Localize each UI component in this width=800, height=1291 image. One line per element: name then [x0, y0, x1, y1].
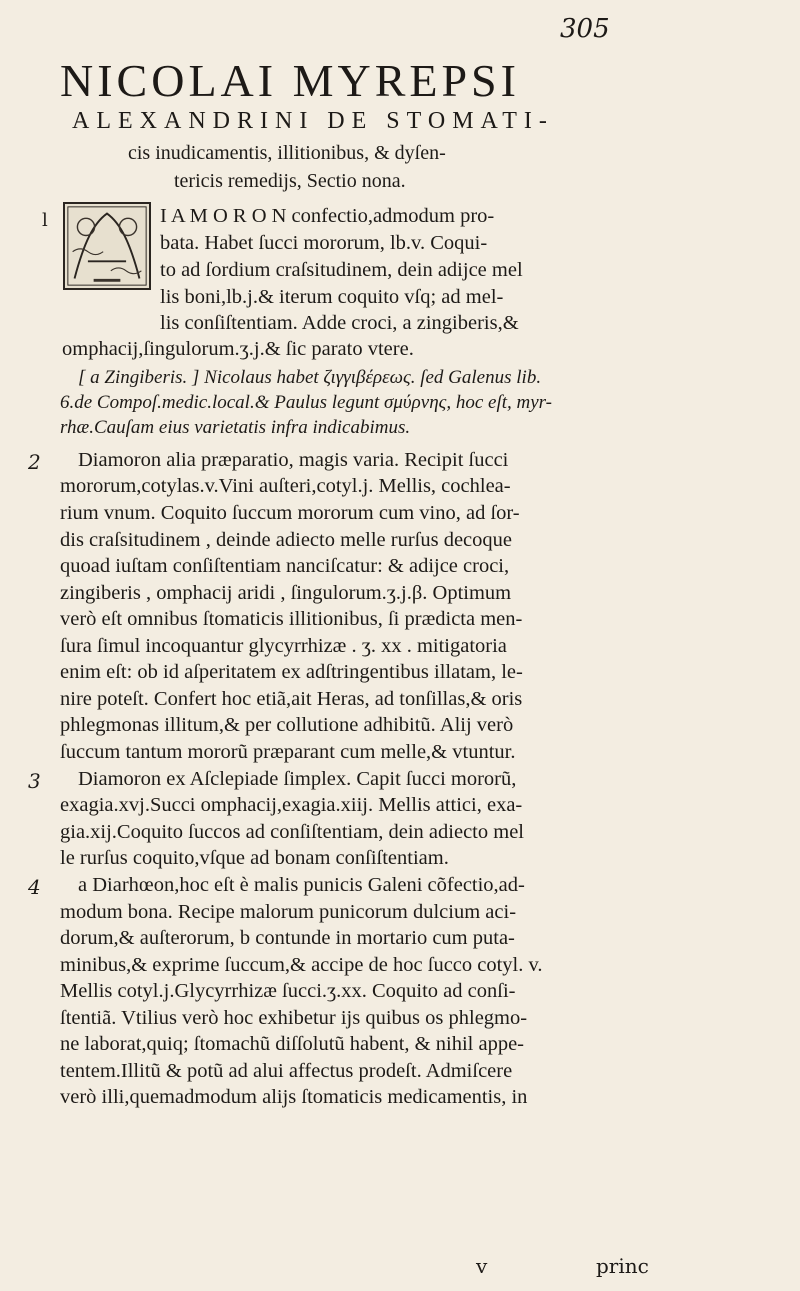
body-line-27: Mellis cotyl.j.Glycyrrhizæ ſucci.ʒ.xx. Coquito ad conſi- — [60, 980, 516, 1002]
body-line-22: le rurſus coquito,vſque ad bonam conſiſtentiam. — [60, 847, 449, 869]
heading-line3: cis inudicamentis, illitionibus, & dyſen- — [128, 142, 446, 164]
body-line-18: ſuccum tantum mororũ præparant cum melle,& vtuntur. — [60, 741, 516, 763]
body-line-25: dorum,& auſterorum, b contunde in mortario cum puta- — [60, 927, 515, 949]
signature-mark: v — [476, 1254, 488, 1278]
body-line-29: ne laborat,quiq; ſtomachũ diſſolutũ habent, & nihil appe- — [60, 1033, 524, 1055]
body-line-17: phlegmonas illitum,& per collutione adhibitũ. Alij verò — [60, 714, 514, 736]
margin-mark: l — [42, 210, 48, 231]
note-line-2: 6.de Compoſ.medic.local.& Paulus legunt σμύρνης, hoc eſt, myr- — [60, 392, 552, 413]
body-line-28: ſtentiã. Vtilius verò hoc exhibetur ijs quibus os phlegmo- — [60, 1007, 528, 1029]
decorated-initial-ornament — [63, 202, 151, 290]
note-line-3: rhæ.Cauſam eius varietatis infra indicabimus. — [60, 417, 411, 438]
body-line-2: bata. Habet ſucci mororum, lb.v. Coqui- — [160, 232, 488, 254]
catchword: princ — [596, 1254, 649, 1278]
body-line-7: Diamoron alia præparatio, magis varia. Recipit ſucci — [78, 449, 509, 471]
body-line-6: omphacij,ſingulorum.ʒ.j.& ſic parato vtere. — [62, 338, 414, 360]
body-line-20: exagia.xvj.Succi omphacij,exagia.xiij. Mellis attici, exa- — [60, 794, 523, 816]
heading-line4: tericis remedijs, Sectio nona. — [174, 170, 406, 192]
body-line-21: gia.xij.Coquito ſuccos ad conſiſtentiam, dein adiecto mel — [60, 821, 524, 843]
body-line-12: zingiberis , omphacij aridi , ſingulorum.ʒ.j.β. Optimum — [60, 582, 512, 604]
body-line-30: tentem.Illitũ & potũ ad alui affectus prodeſt. Admiſcere — [60, 1060, 513, 1082]
margin-number-4: 4 — [28, 875, 41, 899]
body-line-24: modum bona. Recipe malorum punicorum dulcium aci- — [60, 901, 517, 923]
body-line-26: minibus,& exprime ſuccum,& accipe de hoc ſucco cotyl. v. — [60, 954, 543, 976]
body-line-31: verò illi,quemadmodum alijs ſtomaticis medicamentis, in — [60, 1086, 528, 1108]
body-line-4: lis boni,lb.j.& iterum coquito vſq; ad mel- — [160, 286, 504, 308]
body-line-5: lis conſiſtentiam. Adde croci, a zingiberis,& — [160, 312, 519, 334]
body-line-3: to ad ſordium craſsitudinem, dein adijce mel — [160, 259, 523, 281]
body-line-8: mororum,cotylas.v.Vini auſteri,cotyl.j. Mellis, cochlea- — [60, 475, 511, 497]
body-line-13: verò eſt omnibus ſtomaticis illitionibus, ſi prædicta men- — [60, 608, 523, 630]
margin-number-2: 2 — [28, 450, 41, 474]
note-line-1: [ a Zingiberis. ] Nicolaus habet ζιγγιβέρεως. ſed Galenus lib. — [78, 367, 542, 388]
body-line-23: a Diarhœon,hoc eſt è malis punicis Galeni cõfectio,ad- — [78, 874, 525, 896]
margin-number-3: 3 — [28, 769, 41, 793]
body-line-10: dis craſsitudinem , deinde adiecto melle rurſus decoque — [60, 529, 512, 551]
body-line-9: rium vnum. Coquito ſuccum mororum cum vino, ad ſor- — [60, 502, 520, 524]
body-line-11: quoad iuſtam conſiſtentiam nanciſcatur: & adijce croci, — [60, 555, 510, 577]
page-number: 305 — [560, 14, 610, 44]
body-line-15: enim eſt: ob id aſperitatem ex adſtringentibus illatam, le- — [60, 661, 523, 683]
heading-author: NICOLAI MYREPSI — [60, 55, 520, 106]
body-line-14: ſura ſimul incoquantur glycyrrhizæ . ʒ. xx . mitigatoria — [60, 635, 507, 657]
body-line-1: I A M O R O N confectio,admodum pro- — [160, 205, 495, 227]
heading-subtitle: ALEXANDRINI DE STOMATI- — [72, 108, 554, 134]
body-line-19: Diamoron ex Aſclepiade ſimplex. Capit ſucci mororũ, — [78, 768, 517, 790]
body-line-16: nire poteſt. Confert hoc etiã,ait Heras, ad tonſillas,& oris — [60, 688, 523, 710]
